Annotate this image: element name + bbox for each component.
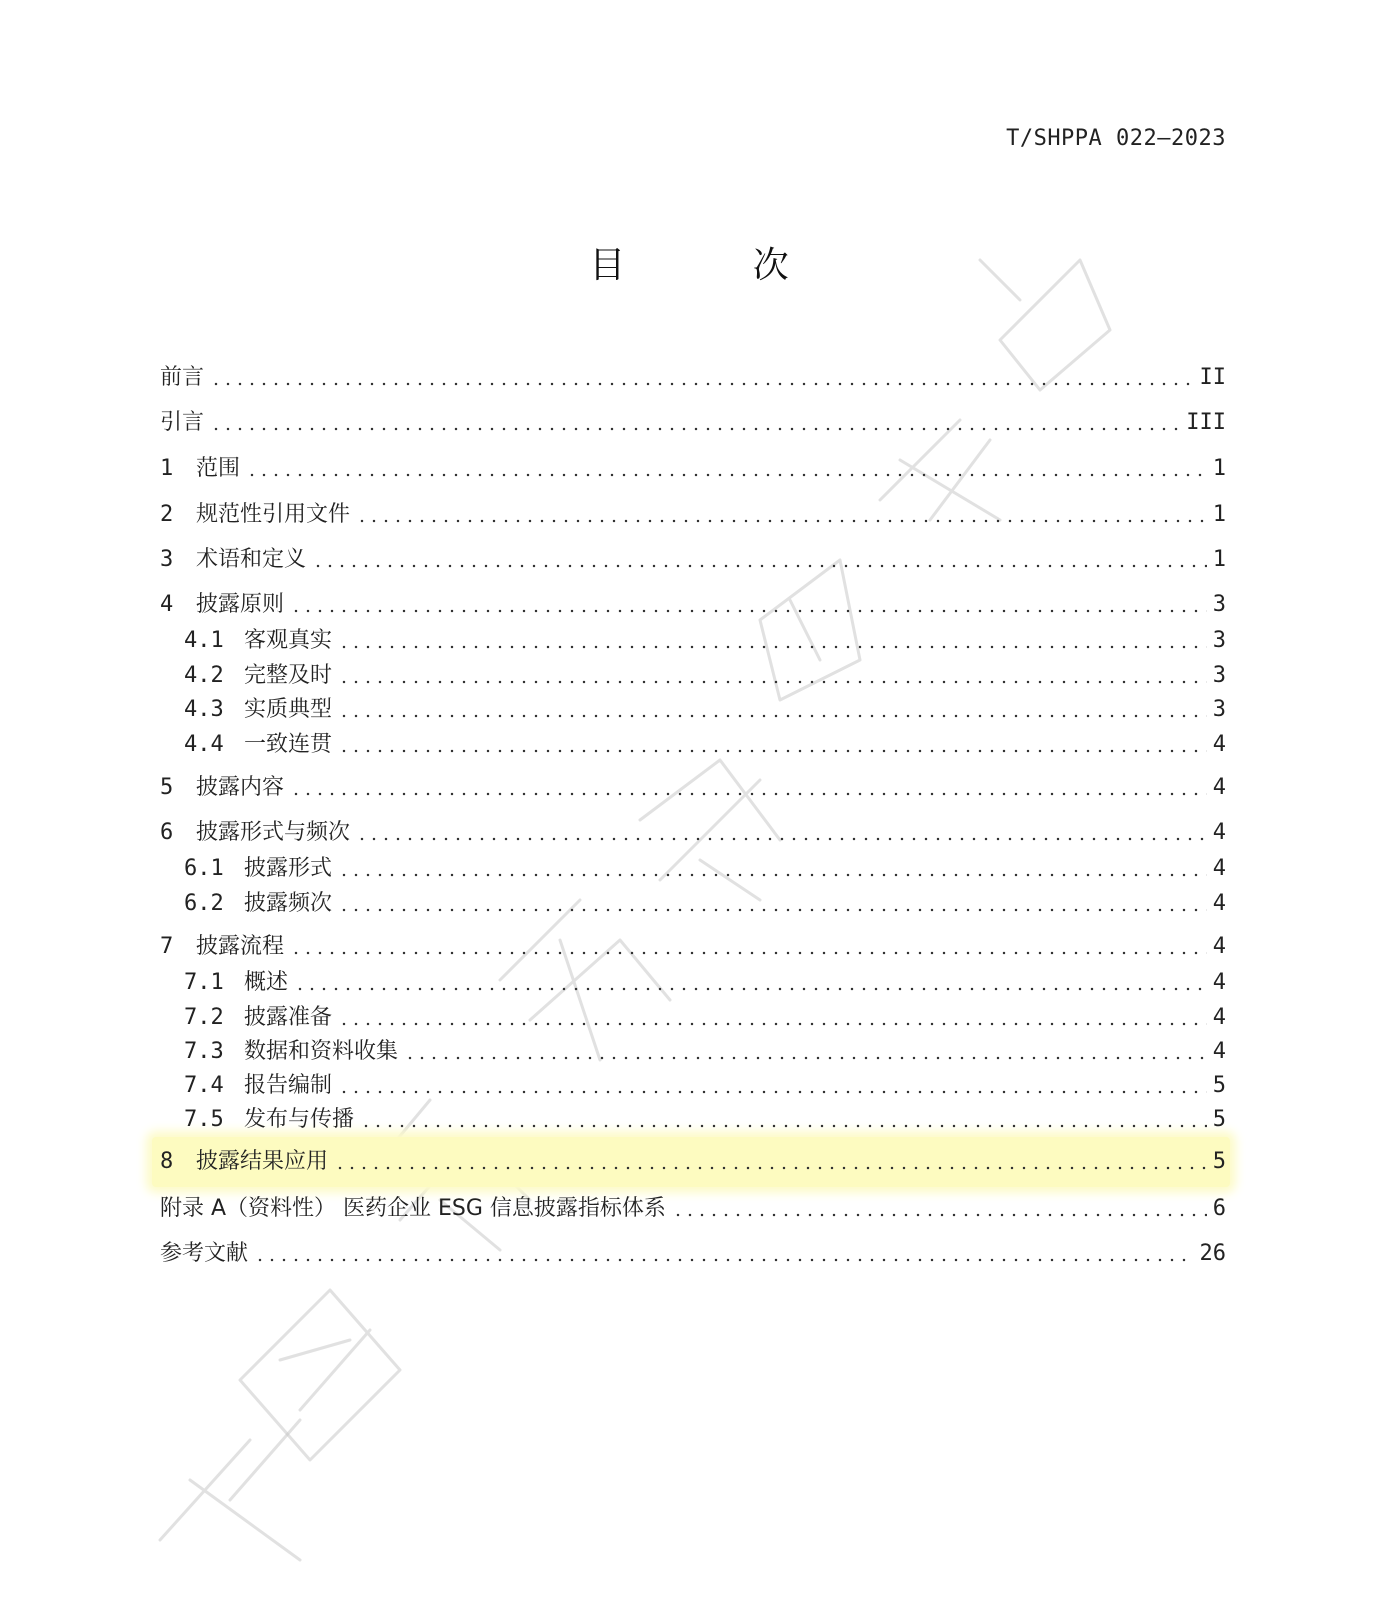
toc-entry-label: 数据和资料收集: [244, 1039, 399, 1064]
toc-entry[interactable]: [160, 1238, 1226, 1270]
toc-entry-title: [160, 544, 306, 576]
toc-entry[interactable]: [160, 967, 1226, 999]
toc-entry-title: [160, 1238, 248, 1270]
toc-entry[interactable]: [160, 407, 1226, 439]
toc-entry-title: [160, 1193, 666, 1225]
toc-entry-label: 发布与传播: [244, 1107, 355, 1132]
toc-entry[interactable]: [160, 362, 1226, 394]
toc-entry[interactable]: [160, 888, 1226, 920]
toc-entry-page: 3: [1212, 592, 1226, 617]
dot-leader: [338, 1090, 1207, 1094]
dot-leader: [338, 680, 1207, 684]
toc-entry-title: [160, 931, 284, 963]
toc-entry[interactable]: [160, 853, 1226, 885]
toc-entry-number: 7: [160, 934, 174, 959]
dot-leader: [360, 1124, 1207, 1128]
toc-entry-number: 5: [160, 775, 174, 800]
toc-entry-page: 3: [1212, 697, 1226, 722]
toc-entry-title: [160, 499, 350, 531]
toc-entry-label: 完整及时: [244, 663, 333, 688]
toc-entry-page: 4: [1212, 732, 1226, 757]
toc-entry-page: III: [1186, 410, 1226, 435]
toc-entry-page: 5: [1212, 1149, 1226, 1174]
toc-entry-title: [160, 589, 284, 621]
toc-entry-page: 4: [1212, 856, 1226, 881]
toc-entry-number: 4.3: [184, 697, 224, 722]
toc-entry-page: 3: [1212, 628, 1226, 653]
toc-entry[interactable]: [160, 1036, 1226, 1068]
toc-entry-label: 披露结果应用: [196, 1149, 329, 1174]
toc-entry-number: 2: [160, 502, 174, 527]
toc-entry-label: 前言: [160, 365, 205, 390]
dot-leader: [246, 473, 1207, 477]
toc-entry-label: 规范性引用文件: [196, 502, 351, 527]
toc-entry[interactable]: [160, 729, 1226, 761]
toc-entry-title: [160, 660, 332, 692]
dot-leader: [338, 714, 1207, 718]
toc-entry-label: 披露形式: [244, 856, 333, 881]
dot-leader: [356, 837, 1207, 841]
toc-entry-page: 4: [1212, 934, 1226, 959]
toc-entry-page: 5: [1212, 1107, 1226, 1132]
toc-entry[interactable]: [160, 499, 1226, 531]
toc-entry-label: 客观真实: [244, 628, 333, 653]
toc-entry-title: [160, 967, 288, 999]
dot-leader: [290, 609, 1207, 613]
toc-entry-number: 3: [160, 547, 174, 572]
toc-entry[interactable]: [160, 625, 1226, 657]
toc-entry-number: 8: [160, 1149, 174, 1174]
dot-leader: [254, 1258, 1193, 1262]
toc-entry-label: 引言: [160, 410, 205, 435]
toc-entry-label: 实质典型: [244, 697, 333, 722]
toc-entry-page: 4: [1212, 970, 1226, 995]
toc-entry-title: [160, 772, 284, 804]
dot-leader: [404, 1056, 1207, 1060]
toc-entry-title: [160, 729, 332, 761]
toc-entry-label: 术语和定义: [196, 547, 307, 572]
toc-entry[interactable]: [160, 1070, 1226, 1102]
toc-entry-title: [160, 1146, 328, 1178]
dot-leader: [672, 1213, 1207, 1217]
toc-entry-label: 披露内容: [196, 775, 285, 800]
toc-entry-page: 1: [1212, 547, 1226, 572]
toc-entry[interactable]: [160, 589, 1226, 621]
toc-entry[interactable]: [160, 1002, 1226, 1034]
toc-entry-page: 26: [1199, 1241, 1226, 1266]
toc-entry-title: [160, 694, 332, 726]
toc-entry-title: [160, 1070, 332, 1102]
toc-entry-number: 4.1: [184, 628, 224, 653]
toc-entry-label: 披露形式与频次: [196, 820, 351, 845]
dot-leader: [338, 645, 1207, 649]
toc-entry-page: II: [1199, 365, 1226, 390]
dot-leader: [290, 951, 1207, 955]
toc-entry-title: [160, 853, 332, 885]
toc-entry-label: 披露流程: [196, 934, 285, 959]
toc-entry-title: [160, 1104, 354, 1136]
toc-entry-title: [160, 1036, 398, 1068]
toc-entry-number: 7.2: [184, 1005, 224, 1030]
toc-entry-number: 7.5: [184, 1107, 224, 1132]
toc-entry[interactable]: [160, 772, 1226, 804]
toc-entry-page: 1: [1212, 502, 1226, 527]
toc-entry-title: [160, 407, 204, 439]
toc-entry-label: 一致连贯: [244, 732, 333, 757]
toc-entry-label: 附录 A（资料性） 医药企业 ESG 信息披露指标体系: [160, 1196, 666, 1221]
toc-entry-number: 1: [160, 456, 174, 481]
dot-leader: [356, 519, 1207, 523]
toc-entry-page: 4: [1212, 1005, 1226, 1030]
toc-entry[interactable]: [160, 453, 1226, 485]
toc-entry-title: [160, 1002, 332, 1034]
toc-entry-label: 报告编制: [244, 1073, 333, 1098]
toc-entry-label: 概述: [244, 970, 289, 995]
toc-title: 目 次: [589, 245, 847, 286]
dot-leader: [312, 564, 1207, 568]
toc-entry-page: 5: [1212, 1073, 1226, 1098]
toc-entry-title: [160, 362, 204, 394]
toc-entry-page: 6: [1212, 1196, 1226, 1221]
dot-leader: [338, 908, 1207, 912]
toc-entry-label: 披露原则: [196, 592, 285, 617]
toc-entry-title: [160, 817, 350, 849]
toc-entry-number: 7.4: [184, 1073, 224, 1098]
toc-entry-page: 4: [1212, 820, 1226, 845]
toc-entry-number: 7.3: [184, 1039, 224, 1064]
dot-leader: [338, 873, 1207, 877]
toc-entry-title: [160, 625, 332, 657]
toc-entry[interactable]: [160, 1193, 1226, 1225]
toc-entry-page: 1: [1212, 456, 1226, 481]
toc-entry-number: 4.4: [184, 732, 224, 757]
toc-entry-title: [160, 453, 240, 485]
toc-entry[interactable]: [160, 1104, 1226, 1136]
toc-entry[interactable]: [160, 660, 1226, 692]
dot-leader: [210, 427, 1180, 431]
toc-entry-title: [160, 888, 332, 920]
document-code: T/SHPPA 022—2023: [1006, 126, 1226, 151]
toc-entry-number: 6: [160, 820, 174, 845]
toc-entry-number: 7.1: [184, 970, 224, 995]
toc-entry-number: 4.2: [184, 663, 224, 688]
toc-entry[interactable]: [160, 544, 1226, 576]
toc-entry[interactable]: [160, 694, 1226, 726]
toc-entry-number: 6.1: [184, 856, 224, 881]
dot-leader: [338, 1022, 1207, 1026]
dot-leader: [334, 1166, 1207, 1170]
toc-entry-label: 参考文献: [160, 1241, 249, 1266]
toc-entry-page: 3: [1212, 663, 1226, 688]
toc-entry-number: 4: [160, 592, 174, 617]
toc-entry-label: 披露频次: [244, 891, 333, 916]
toc-entry-page: 4: [1212, 891, 1226, 916]
toc-entry-number: 6.2: [184, 891, 224, 916]
dot-leader: [210, 382, 1193, 386]
toc-entry-page: 4: [1212, 775, 1226, 800]
toc-entry-label: 范围: [196, 456, 241, 481]
toc-entry-page: 4: [1212, 1039, 1226, 1064]
dot-leader: [294, 987, 1207, 991]
toc-entry[interactable]: [160, 817, 1226, 849]
toc-entry-label: 披露准备: [244, 1005, 333, 1030]
toc-entry[interactable]: [160, 931, 1226, 963]
toc-entry[interactable]: [160, 1146, 1226, 1178]
dot-leader: [290, 792, 1207, 796]
dot-leader: [338, 749, 1207, 753]
